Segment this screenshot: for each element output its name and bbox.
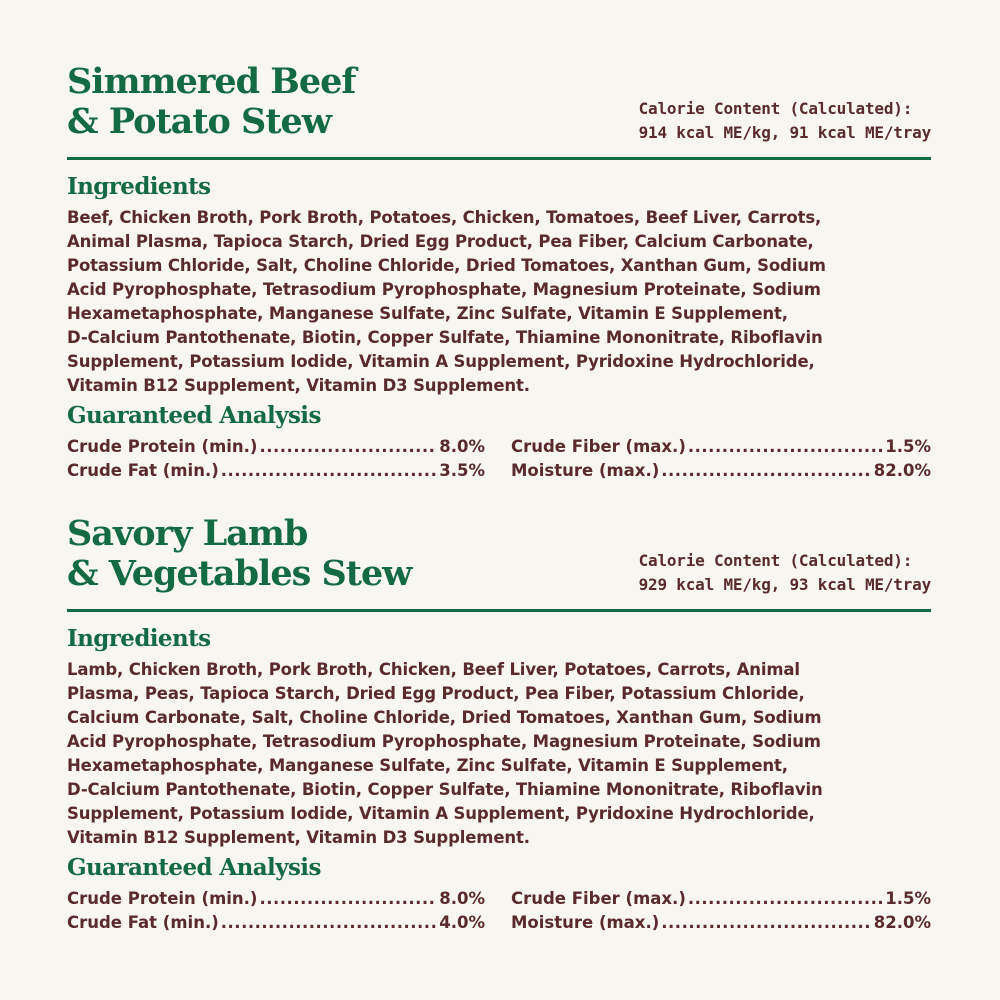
product-title-line-1: Savory Lamb — [67, 513, 308, 554]
analysis-row-crude-fiber — [511, 889, 931, 913]
ingredients-line: Acid Pyrophosphate, Tetrasodium Pyrophosphate, Magnesium Proteinate, Sodium — [67, 280, 821, 299]
product-title — [67, 62, 467, 142]
analysis-label: Moisture (max.) — [511, 913, 660, 932]
analysis-label: Crude Fiber (max.) — [511, 437, 686, 456]
ingredients-heading: Ingredients — [67, 173, 211, 200]
ingredients-line: Vitamin B12 Supplement, Vitamin D3 Supplement. — [67, 828, 530, 847]
ingredients-line: Supplement, Potassium Iodide, Vitamin A Supplement, Pyridoxine Hydrochloride, — [67, 352, 815, 371]
analysis-row-crude-protein — [67, 889, 485, 913]
section-divider — [67, 157, 931, 160]
ingredients-line: D-Calcium Pantothenate, Biotin, Copper Sulfate, Thiamine Mononitrate, Riboflavin — [67, 780, 823, 799]
analysis-label: Crude Protein (min.) — [67, 889, 258, 908]
analysis-label: Crude Fat (min.) — [67, 913, 219, 932]
ingredients-line: Beef, Chicken Broth, Pork Broth, Potatoes, Chicken, Tomatoes, Beef Liver, Carrots, — [67, 208, 822, 227]
analysis-column-right — [511, 889, 931, 937]
dot-leader — [221, 913, 437, 932]
calorie-value: 914 kcal ME/kg, 91 kcal ME/tray — [638, 123, 931, 142]
analysis-row-moisture — [511, 913, 931, 937]
ingredients-line: D-Calcium Pantothenate, Biotin, Copper Sulfate, Thiamine Mononitrate, Riboflavin — [67, 328, 823, 347]
analysis-value: 82.0% — [873, 461, 931, 480]
guaranteed-analysis-heading: Guaranteed Analysis — [67, 402, 321, 429]
analysis-value: 82.0% — [873, 913, 931, 932]
analysis-row-crude-fat — [67, 461, 485, 485]
analysis-value: 4.0% — [439, 913, 485, 932]
calorie-label: Calorie Content (Calculated): — [638, 99, 913, 118]
ingredients-line: Potassium Chloride, Salt, Choline Chloride, Dried Tomatoes, Xanthan Gum, Sodium — [67, 256, 826, 275]
dot-leader — [259, 437, 437, 456]
calorie-value: 929 kcal ME/kg, 93 kcal ME/tray — [638, 575, 931, 594]
analysis-column-left — [67, 889, 485, 937]
calorie-label: Calorie Content (Calculated): — [638, 551, 913, 570]
ingredients-line: Vitamin B12 Supplement, Vitamin D3 Supplement. — [67, 376, 530, 395]
calorie-content — [639, 549, 931, 597]
ingredients-line: Plasma, Peas, Tapioca Starch, Dried Egg Product, Pea Fiber, Potassium Chloride, — [67, 684, 805, 703]
analysis-column-left — [67, 437, 485, 485]
dot-leader — [688, 889, 883, 908]
analysis-value: 8.0% — [439, 437, 485, 456]
analysis-value: 8.0% — [439, 889, 485, 908]
ingredients-line: Lamb, Chicken Broth, Pork Broth, Chicken, Beef Liver, Potatoes, Carrots, Animal — [67, 660, 800, 679]
section-divider — [67, 609, 931, 612]
dot-leader — [259, 889, 437, 908]
ingredients-list — [67, 206, 931, 398]
dot-leader — [221, 461, 437, 480]
analysis-value: 3.5% — [439, 461, 485, 480]
analysis-label: Crude Fat (min.) — [67, 461, 219, 480]
ingredients-line: Acid Pyrophosphate, Tetrasodium Pyrophosphate, Magnesium Proteinate, Sodium — [67, 732, 821, 751]
analysis-value: 1.5% — [885, 437, 931, 456]
product-title-line-2: & Potato Stew — [67, 101, 331, 142]
guaranteed-analysis-heading: Guaranteed Analysis — [67, 854, 321, 881]
ingredients-list — [67, 658, 931, 850]
dot-leader — [661, 913, 871, 932]
analysis-row-moisture — [511, 461, 931, 485]
product-title-line-2: & Vegetables Stew — [67, 553, 412, 594]
analysis-row-crude-protein — [67, 437, 485, 461]
product-title — [67, 514, 467, 594]
ingredients-heading: Ingredients — [67, 625, 211, 652]
analysis-label: Crude Fiber (max.) — [511, 889, 686, 908]
analysis-column-right — [511, 437, 931, 485]
analysis-label: Moisture (max.) — [511, 461, 660, 480]
ingredients-line: Animal Plasma, Tapioca Starch, Dried Egg Product, Pea Fiber, Calcium Carbonate, — [67, 232, 814, 251]
ingredients-line: Hexametaphosphate, Manganese Sulfate, Zinc Sulfate, Vitamin E Supplement, — [67, 304, 788, 323]
analysis-row-crude-fiber — [511, 437, 931, 461]
dot-leader — [661, 461, 871, 480]
analysis-value: 1.5% — [885, 889, 931, 908]
ingredients-line: Calcium Carbonate, Salt, Choline Chloride, Dried Tomatoes, Xanthan Gum, Sodium — [67, 708, 822, 727]
analysis-label: Crude Protein (min.) — [67, 437, 258, 456]
analysis-row-crude-fat — [67, 913, 485, 937]
ingredients-line: Hexametaphosphate, Manganese Sulfate, Zinc Sulfate, Vitamin E Supplement, — [67, 756, 788, 775]
calorie-content — [639, 97, 931, 145]
product-title-line-1: Simmered Beef — [67, 61, 356, 102]
dot-leader — [688, 437, 883, 456]
ingredients-line: Supplement, Potassium Iodide, Vitamin A Supplement, Pyridoxine Hydrochloride, — [67, 804, 815, 823]
